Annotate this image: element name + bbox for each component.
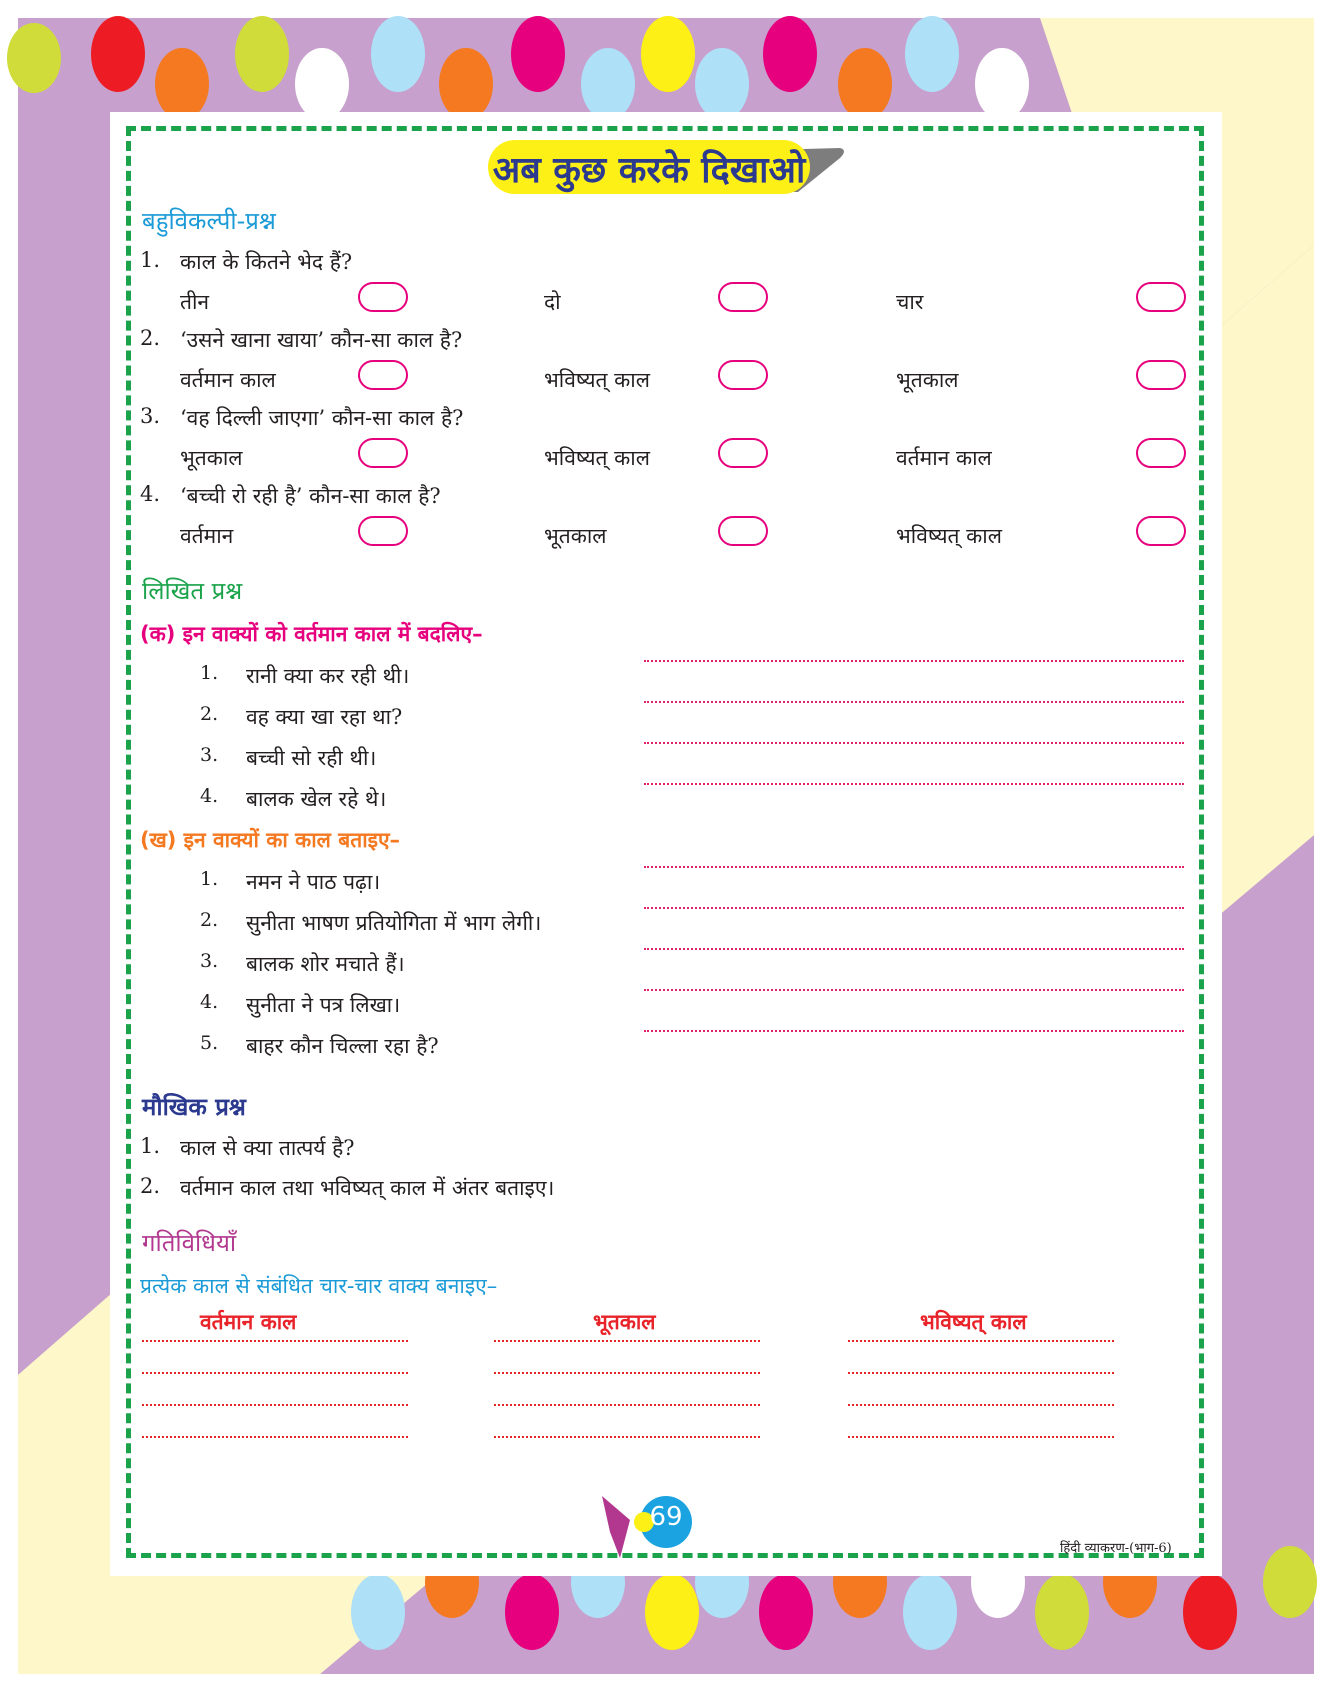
item-text: वह क्या खा रहा था? — [246, 705, 403, 729]
answer-oval[interactable] — [358, 516, 408, 546]
oral-item-number: 2. — [140, 1174, 161, 1198]
answer-oval[interactable] — [718, 516, 768, 546]
item-text: सुनीता ने पत्र लिखा। — [246, 993, 401, 1017]
answer-line[interactable] — [644, 907, 1184, 909]
answer-oval[interactable] — [718, 282, 768, 312]
answer-oval[interactable] — [1136, 516, 1186, 546]
activity-line[interactable] — [494, 1340, 760, 1342]
item-text: सुनीता भाषण प्रतियोगिता में भाग लेगी। — [246, 911, 542, 935]
option-label: वर्तमान — [180, 524, 234, 548]
answer-oval[interactable] — [1136, 282, 1186, 312]
page-number: 69 — [649, 1502, 683, 1532]
activities-instruction: प्रत्येक काल से संबंधित चार-चार वाक्य बनाइए– — [140, 1274, 498, 1298]
activity-line[interactable] — [142, 1340, 408, 1342]
option-label: भूतकाल — [544, 524, 607, 548]
option-label: भविष्यत् काल — [544, 368, 650, 392]
question-text: ‘वह दिल्ली जाएगा’ कौन-सा काल है? — [180, 406, 464, 430]
option-label: तीन — [180, 290, 210, 314]
answer-line[interactable] — [644, 742, 1184, 744]
option-label: वर्तमान काल — [180, 368, 276, 392]
item-number: 1. — [200, 868, 219, 890]
activity-line[interactable] — [494, 1436, 760, 1438]
activity-line[interactable] — [848, 1372, 1114, 1374]
item-number: 3. — [200, 950, 219, 972]
answer-line[interactable] — [644, 866, 1184, 868]
answer-line[interactable] — [644, 783, 1184, 785]
activity-line[interactable] — [142, 1404, 408, 1406]
part-b-heading: (ख) इन वाक्यों का काल बताइए– — [140, 828, 401, 852]
item-number: 1. — [200, 662, 219, 684]
answer-line[interactable] — [644, 989, 1184, 991]
item-number: 5. — [200, 1032, 219, 1054]
title-banner — [488, 140, 848, 200]
star-ribbon-icon — [602, 1496, 630, 1558]
option-label: भूतकाल — [896, 368, 959, 392]
question-text: काल के कितने भेद हैं? — [180, 250, 353, 274]
activity-line[interactable] — [142, 1436, 408, 1438]
answer-oval[interactable] — [718, 438, 768, 468]
activity-line[interactable] — [848, 1340, 1114, 1342]
column-heading-past: भूतकाल — [593, 1310, 656, 1334]
item-number: 2. — [200, 703, 219, 725]
question-number: 3. — [140, 404, 161, 428]
option-label: चार — [896, 290, 924, 314]
item-text: बालक खेल रहे थे। — [246, 787, 387, 811]
oral-item-number: 1. — [140, 1134, 161, 1158]
option-label: वर्तमान काल — [896, 446, 992, 470]
answer-oval[interactable] — [358, 282, 408, 312]
footer-book-title: हिंदी व्याकरण-(भाग-6) — [1060, 1541, 1172, 1556]
option-label: भविष्यत् काल — [544, 446, 650, 470]
item-number: 3. — [200, 744, 219, 766]
question-number: 4. — [140, 482, 161, 506]
answer-oval[interactable] — [1136, 438, 1186, 468]
page-title: अब कुछ करके दिखाओ — [492, 150, 806, 191]
activity-line[interactable] — [142, 1372, 408, 1374]
option-label: भविष्यत् काल — [896, 524, 1002, 548]
column-heading-future: भविष्यत् काल — [920, 1310, 1027, 1334]
part-a-heading: (क) इन वाक्यों को वर्तमान काल में बदलिए– — [140, 622, 483, 646]
item-text: बाहर कौन चिल्ला रहा है? — [246, 1034, 439, 1058]
answer-line[interactable] — [644, 948, 1184, 950]
answer-oval[interactable] — [718, 360, 768, 390]
question-number: 2. — [140, 326, 161, 350]
oral-item-text: वर्तमान काल तथा भविष्यत् काल में अंतर बताइए। — [180, 1176, 555, 1200]
activity-line[interactable] — [494, 1404, 760, 1406]
written-heading: लिखित प्रश्न — [142, 577, 243, 605]
item-text: रानी क्या कर रही थी। — [246, 664, 410, 688]
mcq-heading: बहुविकल्पी-प्रश्न — [142, 207, 276, 235]
item-number: 4. — [200, 991, 219, 1013]
answer-oval[interactable] — [358, 360, 408, 390]
answer-line[interactable] — [644, 660, 1184, 662]
answer-line[interactable] — [644, 701, 1184, 703]
item-number: 4. — [200, 785, 219, 807]
option-label: भूतकाल — [180, 446, 243, 470]
question-text: ‘बच्ची रो रही है’ कौन-सा काल है? — [180, 484, 441, 508]
item-text: बच्ची सो रही थी। — [246, 746, 377, 770]
activity-line[interactable] — [848, 1436, 1114, 1438]
column-heading-present: वर्तमान काल — [200, 1310, 297, 1334]
option-label: दो — [544, 290, 561, 314]
activity-line[interactable] — [848, 1404, 1114, 1406]
answer-oval[interactable] — [1136, 360, 1186, 390]
activity-line[interactable] — [494, 1372, 760, 1374]
question-text: ‘उसने खाना खाया’ कौन-सा काल है? — [180, 328, 463, 352]
answer-oval[interactable] — [358, 438, 408, 468]
item-text: नमन ने पाठ पढ़ा। — [246, 870, 381, 894]
oral-item-text: काल से क्या तात्पर्य है? — [180, 1136, 355, 1160]
item-text: बालक शोर मचाते हैं। — [246, 952, 405, 976]
question-number: 1. — [140, 248, 161, 272]
oral-heading: मौखिक प्रश्न — [142, 1093, 246, 1121]
answer-line[interactable] — [644, 1030, 1184, 1032]
item-number: 2. — [200, 909, 219, 931]
activities-heading: गतिविधियाँ — [142, 1229, 237, 1257]
